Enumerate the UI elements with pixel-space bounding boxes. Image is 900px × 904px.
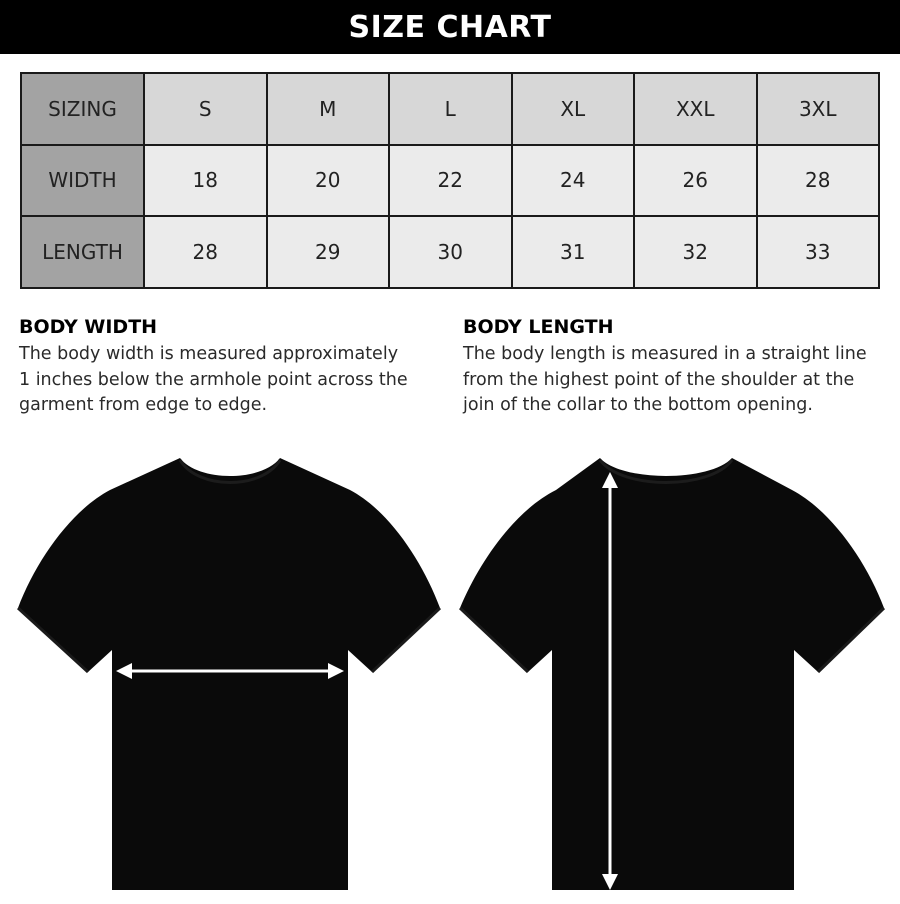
table-cell: 28: [757, 145, 880, 217]
table-cell: 24: [512, 145, 635, 217]
body-width-line: 1 inches below the armhole point across the: [19, 369, 408, 390]
size-header-cell: XXL: [634, 73, 757, 145]
tshirt-width-icon: [10, 450, 450, 900]
body-length-description: [463, 342, 893, 419]
body-width-line: garment from edge to edge.: [19, 395, 268, 415]
tshirt-body: [18, 458, 440, 890]
table-cell: 30: [389, 216, 512, 288]
size-header-cell: 3XL: [757, 73, 880, 145]
table-cell: 33: [757, 216, 880, 288]
sizing-header-cell: SIZING: [21, 73, 144, 145]
table-cell: 18: [144, 145, 267, 217]
body-width-heading: BODY WIDTH: [19, 316, 158, 338]
banner-title: SIZE CHART: [348, 9, 552, 45]
body-length-line: from the highest point of the shoulder at the: [463, 369, 855, 390]
size-header-cell: XL: [512, 73, 635, 145]
size-header-cell: M: [267, 73, 390, 145]
table-cell: 28: [144, 216, 267, 288]
body-width-section: [19, 316, 439, 419]
size-chart-banner: [0, 0, 900, 54]
size-table: [20, 72, 880, 289]
table-cell: 32: [634, 216, 757, 288]
width-row: [21, 145, 879, 217]
body-width-line: The body width is measured approximately: [19, 344, 399, 364]
table-cell: 29: [267, 216, 390, 288]
tshirt-width-diagram: [10, 450, 450, 900]
table-cell: 31: [512, 216, 635, 288]
length-row-label: LENGTH: [21, 216, 144, 288]
table-cell: 20: [267, 145, 390, 217]
tshirt-length-diagram: [452, 450, 892, 900]
tshirt-body: [460, 458, 884, 890]
size-table-header-row: [21, 73, 879, 145]
size-header-cell: L: [389, 73, 512, 145]
width-row-label: WIDTH: [21, 145, 144, 217]
body-length-line: join of the collar to the bottom opening.: [463, 395, 813, 415]
table-cell: 22: [389, 145, 512, 217]
body-length-heading: BODY LENGTH: [463, 316, 614, 338]
length-row: [21, 216, 879, 288]
body-length-line: The body length is measured in a straight line: [463, 344, 867, 364]
body-width-description: [19, 342, 439, 419]
table-cell: 26: [634, 145, 757, 217]
body-length-section: [463, 316, 893, 419]
size-header-cell: S: [144, 73, 267, 145]
tshirt-length-icon: [452, 450, 892, 900]
